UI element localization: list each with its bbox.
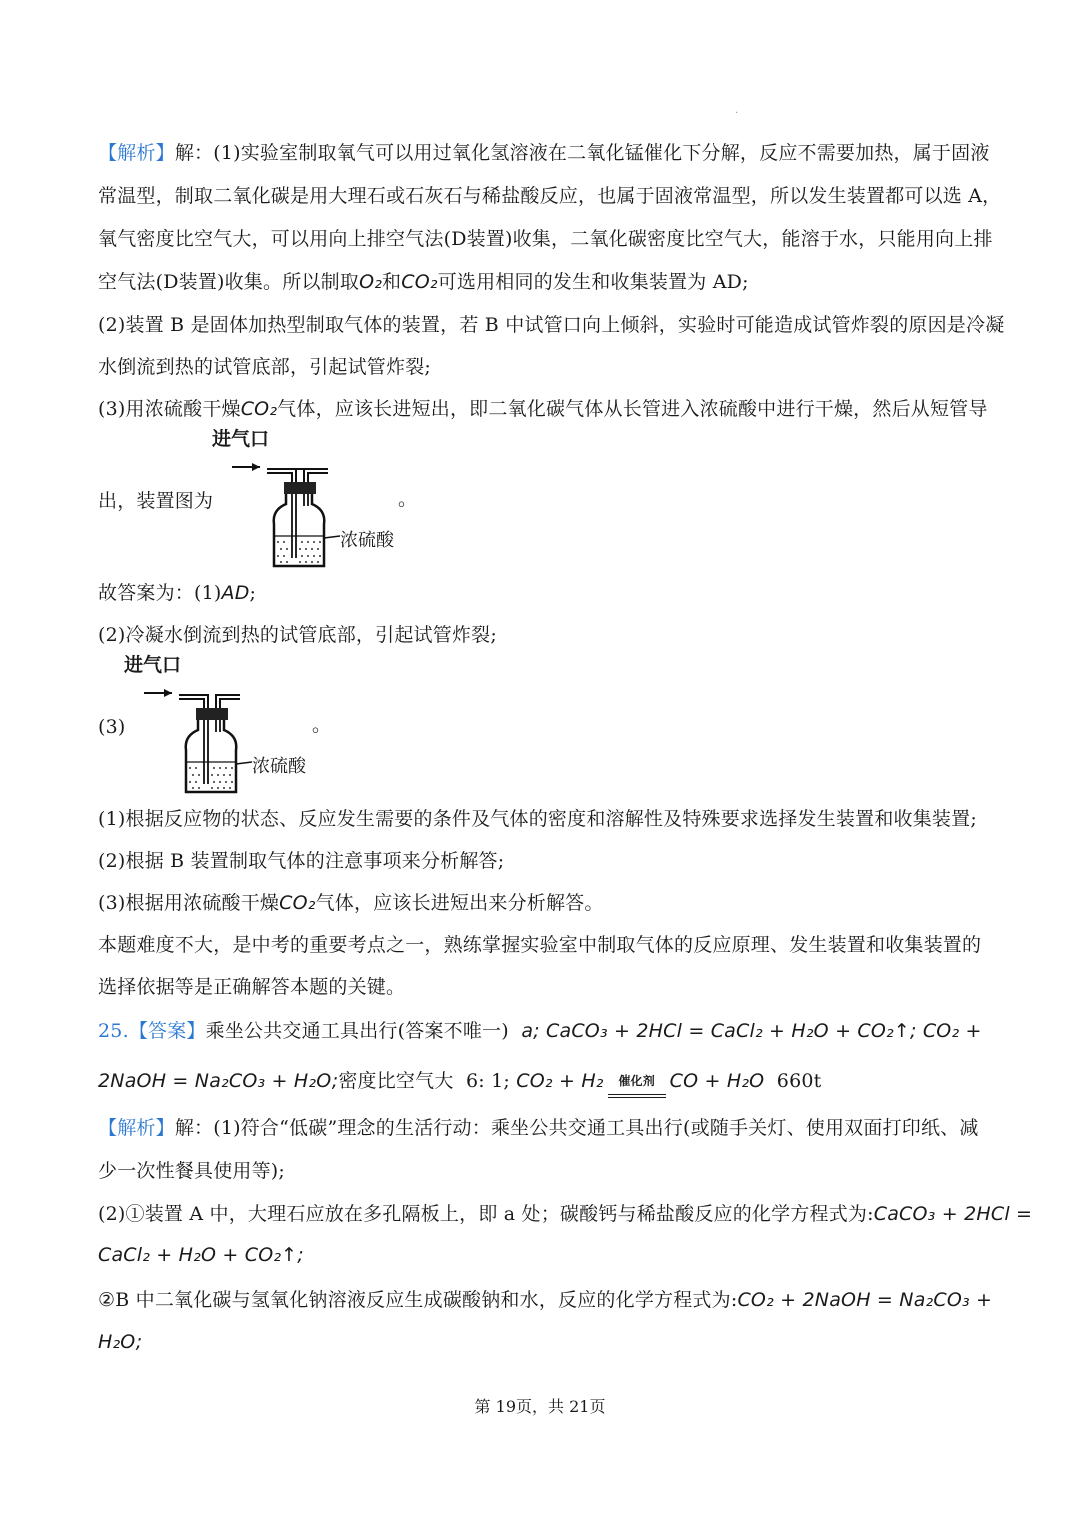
- analysis-line3: (3)根据用浓硫酸干燥CO₂气体，应该长进短出来分析解答。: [98, 892, 604, 914]
- para1-line1: 【解析】解：(1)实验室制取氧气可以用过氧化氢溶液在二氧化锰催化下分解，反应不需要加热，属于固液: [98, 142, 990, 164]
- para3-period: 。: [398, 488, 418, 510]
- analysis-tag-2: 【解析】: [98, 1117, 175, 1139]
- gas-washing-bottle-figure-2: [124, 650, 324, 800]
- para25-line6: H₂O;: [98, 1331, 143, 1353]
- answer-tag: 25.【答案】: [98, 1020, 206, 1042]
- para3-line1: (3)用浓硫酸干燥CO₂气体，应该长进短出，即二氧化碳气体从长管进入浓硫酸中进行干燥，然后从短管导: [98, 398, 988, 420]
- para2-line2: 水倒流到热的试管底部，引起试管炸裂;: [98, 356, 432, 378]
- q25-line1: 25.【答案】乘坐公共交通工具出行(答案不唯一) a; CaCO₃ + 2HCl = CaCl₂ + H₂O + CO₂↑; CO₂ +: [98, 1020, 982, 1042]
- analysis-tag: 【解析】: [98, 142, 175, 164]
- para25-line1: 【解析】解：(1)符合“低碳”理念的生活行动：乘坐公共交通工具出行(或随手关灯、使用双面打印纸、减: [98, 1117, 979, 1139]
- para1-line2: 常温型，制取二氧化碳是用大理石或石灰石与稀盐酸反应，也属于固液常温型，所以发生装置都可以选 A，: [98, 185, 1002, 207]
- answer-period: 。: [312, 714, 332, 736]
- analysis-line5: 选择依据等是正确解答本题的关键。: [98, 976, 406, 998]
- gas-washing-bottle-figure-1: [212, 424, 412, 574]
- figure-inlet-label-2: 进气口: [124, 654, 182, 676]
- figure-inlet-label: 进气口: [212, 428, 270, 450]
- para1-line3: 氧气密度比空气大，可以用向上排空气法(D装置)收集，二氧化碳密度比空气大，能溶于水，只能用向上排: [98, 228, 993, 250]
- figure-acid-label-2: 浓硫酸: [252, 756, 306, 777]
- answer-line3: (3): [98, 716, 126, 738]
- catalyst-arrow: 催化剂: [608, 1066, 666, 1098]
- para25-line5: ②B 中二氧化碳与氢氧化钠溶液反应生成碳酸钠和水，反应的化学方程式为:CO₂ + 2NaOH = Na₂CO₃ +: [98, 1289, 993, 1311]
- figure-acid-label: 浓硫酸: [340, 530, 394, 551]
- para1-line4: 空气法(D装置)收集。所以制取O₂和CO₂可选用相同的发生和收集装置为 AD;: [98, 271, 749, 293]
- answer-line1: 故答案为：(1)AD;: [98, 582, 257, 604]
- para25-line2: 少一次性餐具使用等);: [98, 1160, 286, 1182]
- para3-line2: 出，装置图为: [98, 490, 214, 512]
- answer-line2: (2)冷凝水倒流到热的试管底部，引起试管炸裂;: [98, 624, 497, 646]
- para2-line1: (2)装置 B 是固体加热型制取气体的装置，若 B 中试管口向上倾斜，实验时可能造成试管炸裂的原因是冷凝: [98, 314, 1005, 336]
- para25-line4: CaCl₂ + H₂O + CO₂↑;: [98, 1244, 304, 1266]
- scan-dot: ·: [735, 108, 739, 119]
- page-footer: 第 19页，共 21页: [474, 1397, 606, 1416]
- analysis-line2: (2)根据 B 装置制取气体的注意事项来分析解答;: [98, 850, 505, 872]
- analysis-line4: 本题难度不大，是中考的重要考点之一，熟练掌握实验室中制取气体的反应原理、发生装置和收集装置的: [98, 934, 982, 956]
- para25-line3: (2)①装置 A 中，大理石应放在多孔隔板上，即 a 处；碳酸钙与稀盐酸反应的化学方程式为:CaCO₃ + 2HCl =: [98, 1203, 1033, 1225]
- analysis-line1: (1)根据反应物的状态、反应发生需要的条件及气体的密度和溶解性及特殊要求选择发生装置和收集装置;: [98, 808, 977, 830]
- q25-line2: 2NaOH = Na₂CO₃ + H₂O;密度比空气大 6: 1; CO₂ + H₂ 催化剂 CO + H₂O 660t: [98, 1066, 982, 1098]
